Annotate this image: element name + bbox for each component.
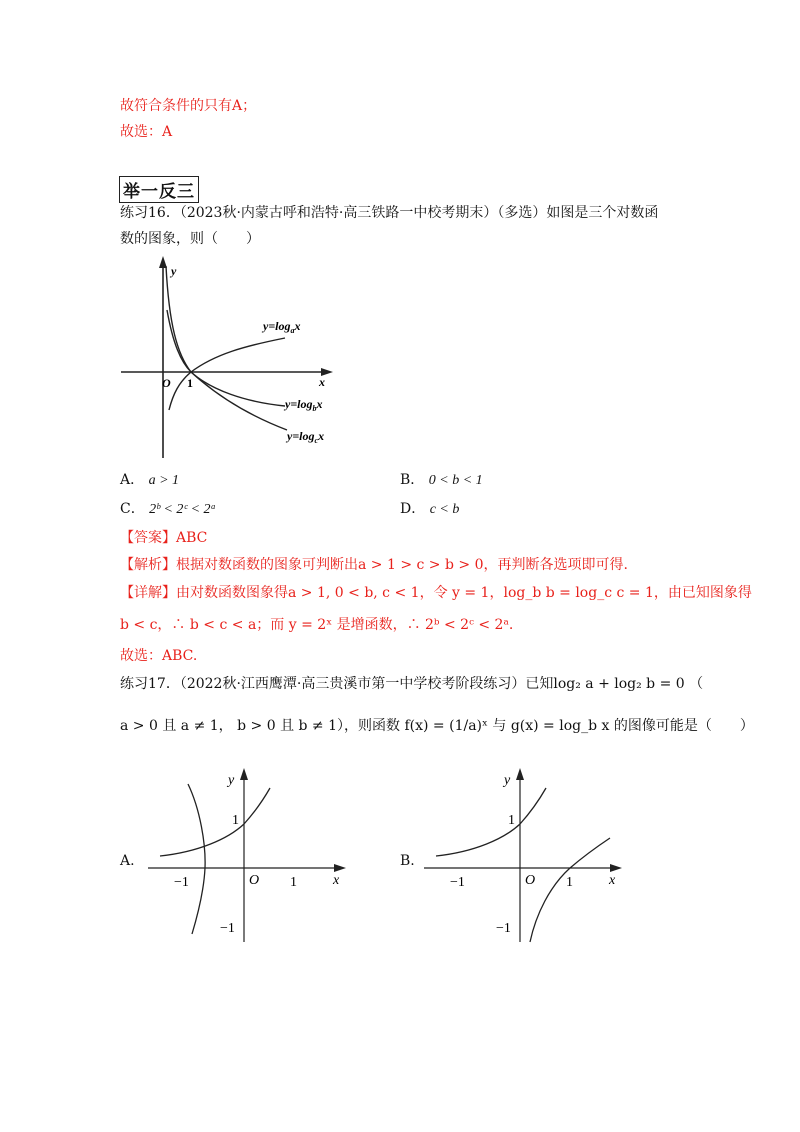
q16-option-c-letter: C． xyxy=(120,501,145,517)
q16-label-log-c: $y=\log_cx$ xyxy=(287,429,325,445)
q16-option-d-text: c < b xyxy=(429,502,460,517)
prev-conclusion-line: 故符合条件的只有A； xyxy=(120,98,257,114)
q17a-neg1-x: −1 xyxy=(174,875,189,890)
q17a-y-arrow-icon xyxy=(240,768,248,780)
q17a-neg1-y: −1 xyxy=(220,921,235,936)
q16-option-c xyxy=(120,499,216,520)
q16-option-b xyxy=(400,470,483,491)
q16-conclusion: 故选：ABC. xyxy=(120,648,198,664)
q17-graph-a-letter: A. xyxy=(120,853,135,869)
q16-detail-body1: 由对数函数图象得a > 1, 0 < b, c < 1，令 y = 1，log_b b = log_c c = 1，由已知图象得 xyxy=(176,585,752,601)
q16-origin-label: O xyxy=(162,376,171,390)
q16-option-a-text: a > 1 xyxy=(148,473,180,488)
q16-option-d-letter: D． xyxy=(400,501,426,517)
q16-analysis-head: 【解析】 xyxy=(120,557,176,573)
q16-y-label: y xyxy=(171,264,177,278)
q17b-exp-curve xyxy=(436,788,546,856)
q17a-origin: O xyxy=(249,873,260,888)
q16-option-d xyxy=(400,499,459,520)
q16-curve-log-b xyxy=(166,266,285,406)
q16-x-label: x xyxy=(319,375,325,389)
q16-stem-line1: 练习16．（2023秋·内蒙古呼和浩特·高三铁路一中校考期末）（多选）如图是三个对数函 xyxy=(120,205,659,221)
q17a-one-y: 1 xyxy=(232,813,239,828)
q17a-y-label: y xyxy=(228,773,235,788)
q16-option-b-letter: B． xyxy=(400,472,425,488)
q17b-neg1-x: −1 xyxy=(450,875,465,890)
q17-stem-line2: a > 0 且 a ≠ 1， b > 0 且 b ≠ 1），则函数 f(x) = (1/a)ˣ 与 g(x) = log_b x 的图像可能是（ ） xyxy=(120,718,754,734)
q17-graph-a xyxy=(148,764,348,944)
q16-detail-line2: b < c，∴ b < c < a；而 y = 2ˣ 是增函数，∴ 2ᵇ < 2ᶜ < 2ᵃ. xyxy=(120,617,514,633)
q17b-log-curve xyxy=(530,838,610,942)
q17b-y-label: y xyxy=(504,773,511,788)
q16-analysis-body: 根据对数函数的图象可判断出a > 1 > c > b > 0，再判断各选项即可得. xyxy=(176,557,628,573)
q16-detail xyxy=(120,583,752,603)
q16-one-label: 1 xyxy=(187,376,193,390)
q17b-x-arrow-icon xyxy=(610,864,622,872)
q17b-x-label: x xyxy=(609,873,616,888)
q16-option-b-text: 0 < b < 1 xyxy=(428,473,483,488)
prev-answer-line: 故选：A xyxy=(120,124,173,140)
section-title: 举一反三 xyxy=(119,176,199,203)
q17a-log-curve xyxy=(188,784,205,934)
q17b-neg1-y: −1 xyxy=(496,921,511,936)
q17a-x-label: x xyxy=(333,873,340,888)
q17a-exp-curve xyxy=(160,788,270,856)
q17b-one-y: 1 xyxy=(508,813,515,828)
q17b-y-arrow-icon xyxy=(516,768,524,780)
q16-detail-head: 【详解】 xyxy=(120,585,176,601)
q16-stem-line2: 数的图象，则（ ） xyxy=(120,231,260,247)
q16-option-a xyxy=(120,470,179,491)
q17-graph-b xyxy=(424,764,624,944)
q16-label-log-a: $y=\log_ax$ xyxy=(263,319,301,335)
q16-option-a-letter: A． xyxy=(120,472,145,488)
q17-graph-b-letter: B. xyxy=(400,853,415,869)
q17-stem-line1: 练习17．（2022秋·江西鹰潭·高三贵溪市第一中学校考阶段练习）已知log₂ a + log₂ b = 0 （ xyxy=(120,676,704,692)
q17b-origin: O xyxy=(525,873,536,888)
q16-option-c-text: 2ᵇ < 2ᶜ < 2ᵃ xyxy=(149,502,217,517)
q17a-x-arrow-icon xyxy=(334,864,346,872)
q17b-one-x: 1 xyxy=(566,875,573,890)
q17a-one-x: 1 xyxy=(290,875,297,890)
q16-answer: 【答案】ABC xyxy=(120,530,208,546)
q16-label-log-b: $y=\log_bx$ xyxy=(285,397,323,413)
q16-analysis xyxy=(120,555,628,575)
q16-log-graph xyxy=(115,254,340,462)
